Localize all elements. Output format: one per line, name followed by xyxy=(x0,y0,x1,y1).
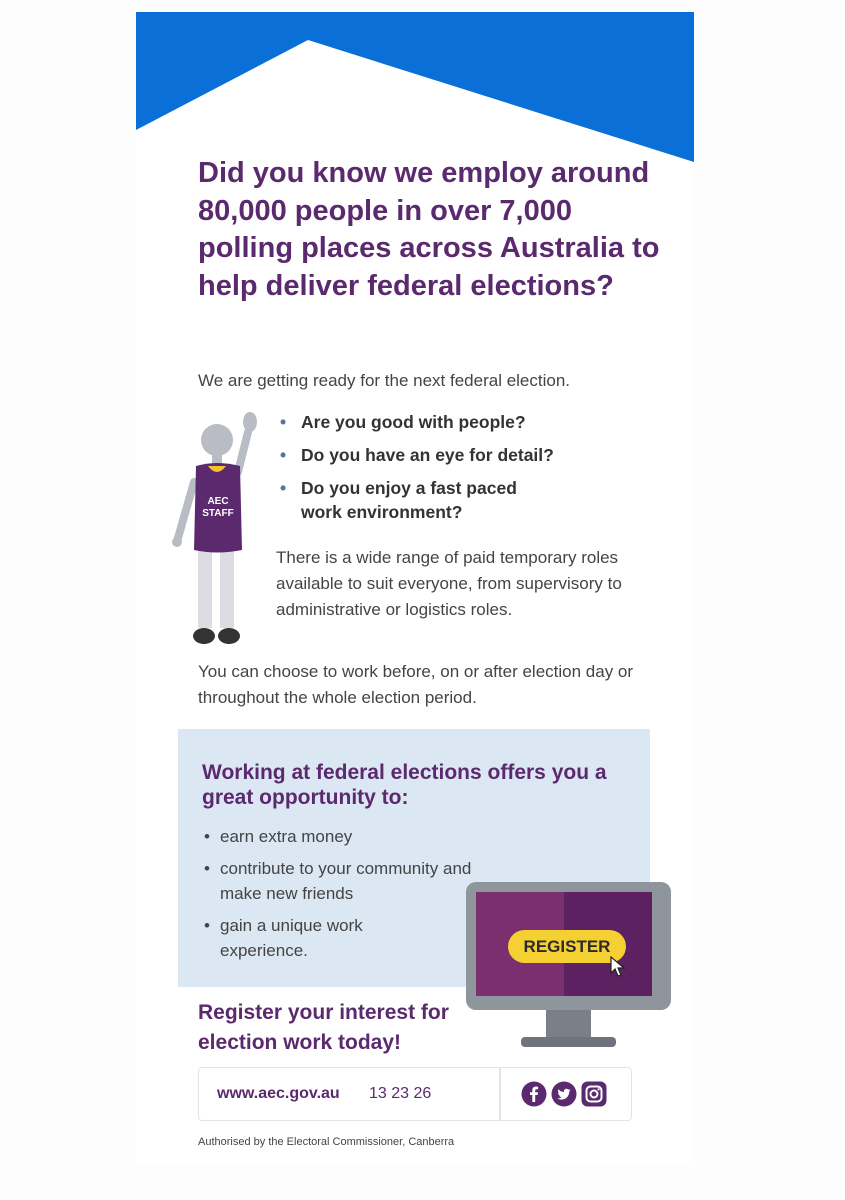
list-item xyxy=(276,410,591,434)
mouse-pointer-icon xyxy=(610,956,626,978)
opportunity-text: earn extra money xyxy=(220,827,353,846)
question-text: Are you good with people? xyxy=(301,412,526,432)
badge-line-1: AEC xyxy=(207,496,229,507)
question-text: Do you have an eye for detail? xyxy=(301,445,554,465)
list-item xyxy=(202,824,500,849)
roles-paragraph: There is a wide range of paid temporary roles available to suit everyone, from supervisory to administrative or logistics roles. xyxy=(276,548,622,619)
register-button[interactable]: REGISTER xyxy=(508,930,626,963)
call-to-action: Register your interest for election work today! xyxy=(198,1001,449,1054)
website-link[interactable]: www.aec.gov.au xyxy=(217,1085,340,1102)
twitter-icon[interactable] xyxy=(551,1081,577,1107)
instagram-icon[interactable] xyxy=(581,1081,607,1107)
bullet-icon: • xyxy=(204,827,210,846)
bullet-icon: • xyxy=(280,412,287,432)
flyer-page xyxy=(136,12,694,1162)
contact-footer xyxy=(198,1067,632,1121)
timing-paragraph: You can choose to work before, on or after election day or throughout the whole election period. xyxy=(198,662,634,707)
bullet-icon: • xyxy=(204,916,210,935)
footer-divider xyxy=(499,1068,501,1120)
aec-staff-figure xyxy=(164,410,264,650)
list-item xyxy=(202,856,490,906)
authorisation-statement: Authorised by the Electoral Commissioner, Canberra xyxy=(198,1136,455,1148)
headline: Did you know we employ around 80,000 people in over 7,000 polling places across Australia to help deliver federal elections? xyxy=(198,157,660,302)
question-list xyxy=(276,410,591,533)
question-text: Do you enjoy a fast paced work environment? xyxy=(301,478,517,522)
list-item xyxy=(276,443,591,467)
bullet-icon: • xyxy=(280,445,287,465)
opportunity-text: contribute to your community and make new friends xyxy=(220,859,472,903)
intro-text: We are getting ready for the next federal election. xyxy=(198,371,571,390)
phone-number: 13 23 26 xyxy=(369,1085,432,1102)
opportunity-text: gain a unique work experience. xyxy=(220,916,363,960)
facebook-icon[interactable] xyxy=(521,1081,547,1107)
opportunity-title: Working at federal elections offers you a great opportunity to: xyxy=(202,761,607,809)
bullet-icon: • xyxy=(204,859,210,878)
badge-line-2: STAFF xyxy=(202,508,234,519)
blue-roof-banner xyxy=(136,12,694,162)
bullet-icon: • xyxy=(280,478,287,498)
list-item xyxy=(276,476,561,524)
list-item xyxy=(202,913,410,963)
opportunity-list xyxy=(202,824,500,970)
